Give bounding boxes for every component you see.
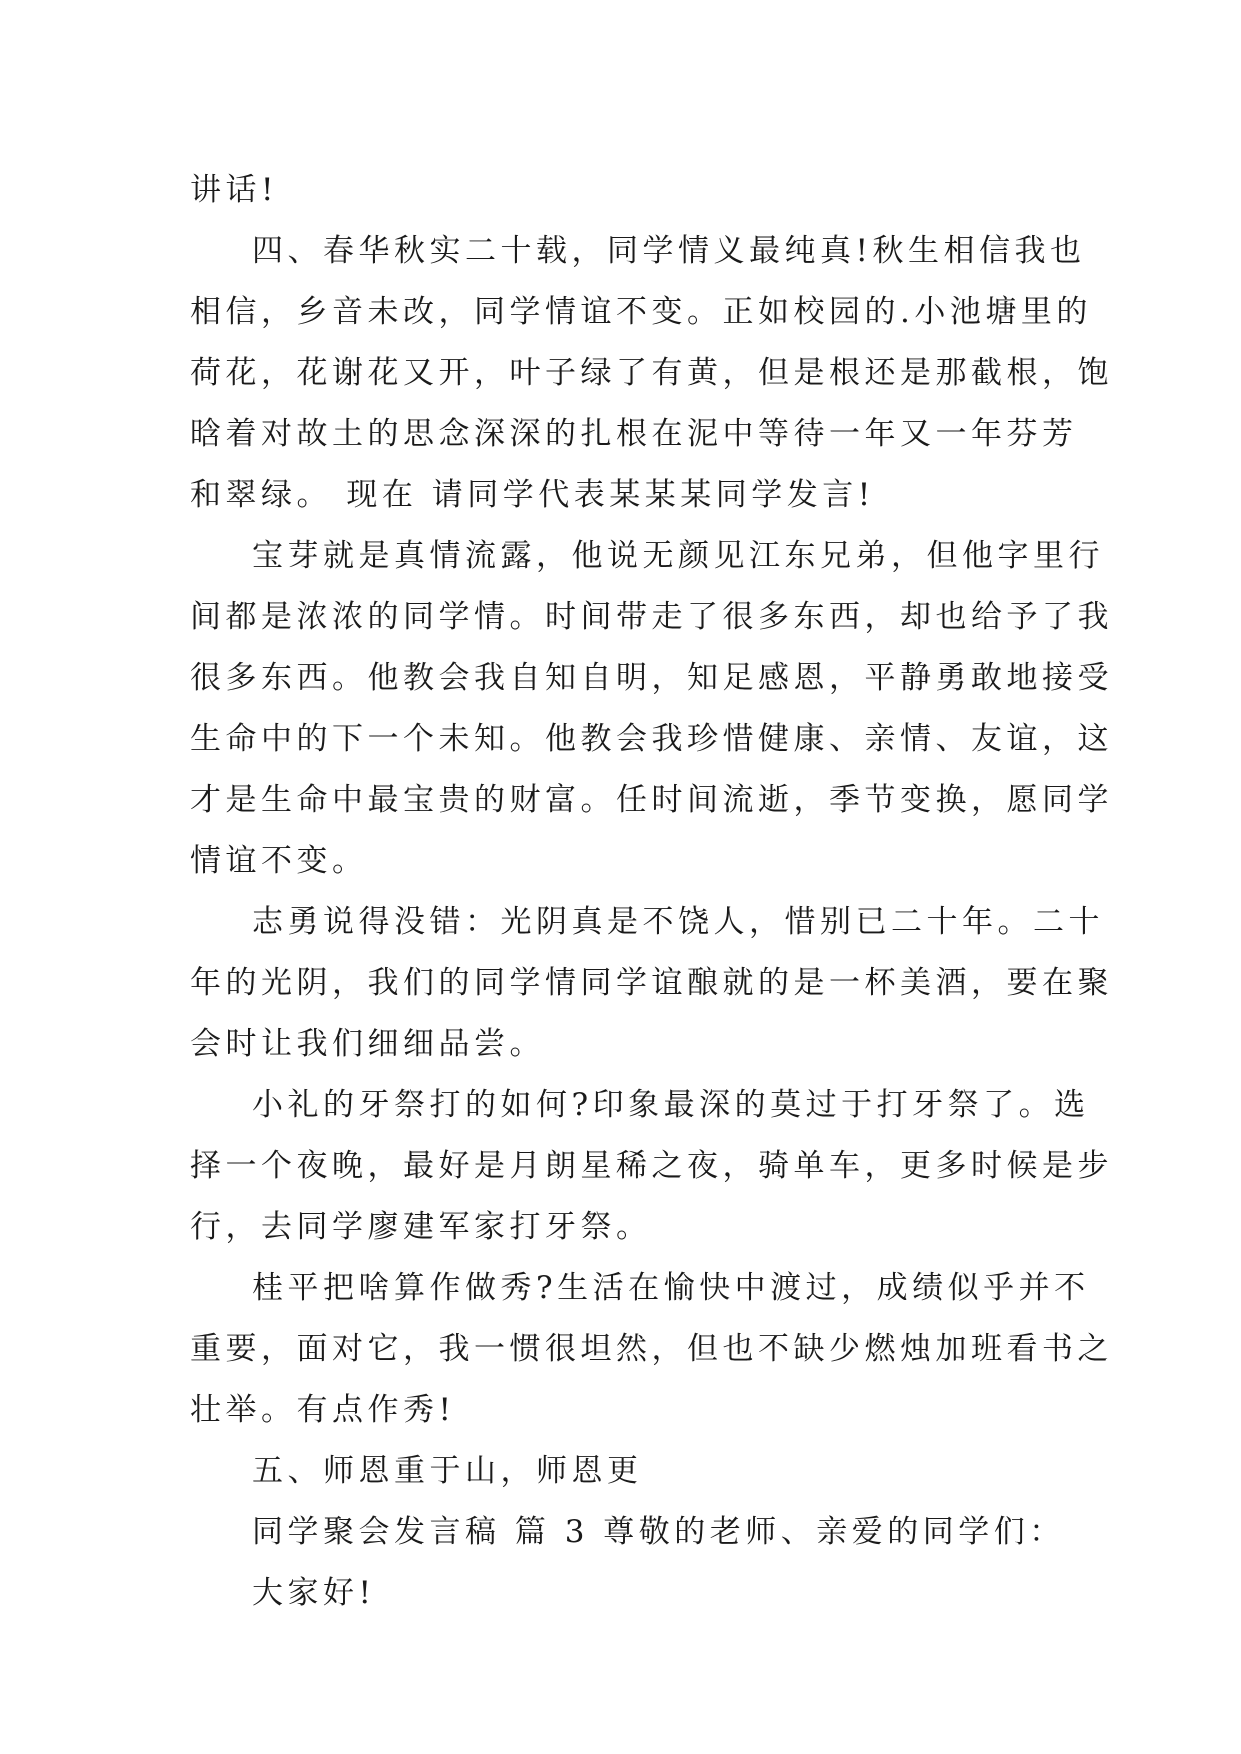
- text-line: 桂平把啥算作做秀?生活在愉快中渡过，成绩似乎并不: [252, 1270, 1090, 1306]
- text-line: 行，去同学廖建军家打牙祭。: [190, 1209, 652, 1245]
- text-line: 大家好!: [252, 1575, 376, 1611]
- text-line: 很多东西。他教会我自知自明，知足感恩，平静勇敢地接受: [190, 660, 1113, 696]
- text-line: 同学聚会发言稿 篇 3 尊敬的老师、亲爱的同学们：: [252, 1514, 1065, 1550]
- text-line: 晗着对故土的思念深深的扎根在泥中等待一年又一年芬芳: [190, 416, 1078, 452]
- text-line: 荷花，花谢花又开，叶子绿了有黄，但是根还是那截根，饱: [190, 355, 1113, 391]
- text-line: 志勇说得没错：光阴真是不饶人，惜别已二十年。二十: [252, 904, 1104, 940]
- text-line: 会时让我们细细品尝。: [190, 1026, 545, 1062]
- text-line: 讲话!: [190, 172, 278, 208]
- text-line: 择一个夜晚，最好是月朗星稀之夜，骑单车，更多时候是步: [190, 1148, 1113, 1184]
- text-line: 相信，乡音未改，同学情谊不变。正如校园的.小池塘里的: [190, 294, 1092, 330]
- text-line: 五、师恩重于山，师恩更: [252, 1453, 643, 1489]
- text-line: 才是生命中最宝贵的财富。任时间流逝，季节变换，愿同学: [190, 782, 1113, 818]
- text-line: 壮举。有点作秀!: [190, 1392, 456, 1428]
- body-text: [190, 160, 1113, 1624]
- text-line: 生命中的下一个未知。他教会我珍惜健康、亲情、友谊，这: [190, 721, 1113, 757]
- text-line: 间都是浓浓的同学情。时间带走了很多东西，却也给予了我: [190, 599, 1113, 635]
- text-line: 重要，面对它，我一惯很坦然，但也不缺少燃烛加班看书之: [190, 1331, 1113, 1367]
- text-line: 四、春华秋实二十载，同学情义最纯真!秋生相信我也: [252, 233, 1086, 269]
- text-line: 小礼的牙祭打的如何?印象最深的莫过于打牙祭了。选: [252, 1087, 1090, 1123]
- text-line: 和翠绿。 现在 请同学代表某某某同学发言!: [190, 477, 875, 513]
- text-line: 情谊不变。: [190, 843, 368, 879]
- text-line: 年的光阴，我们的同学情同学谊酿就的是一杯美酒，要在聚: [190, 965, 1113, 1001]
- text-line: 宝芽就是真情流露，他说无颜见江东兄弟，但他字里行: [252, 538, 1104, 574]
